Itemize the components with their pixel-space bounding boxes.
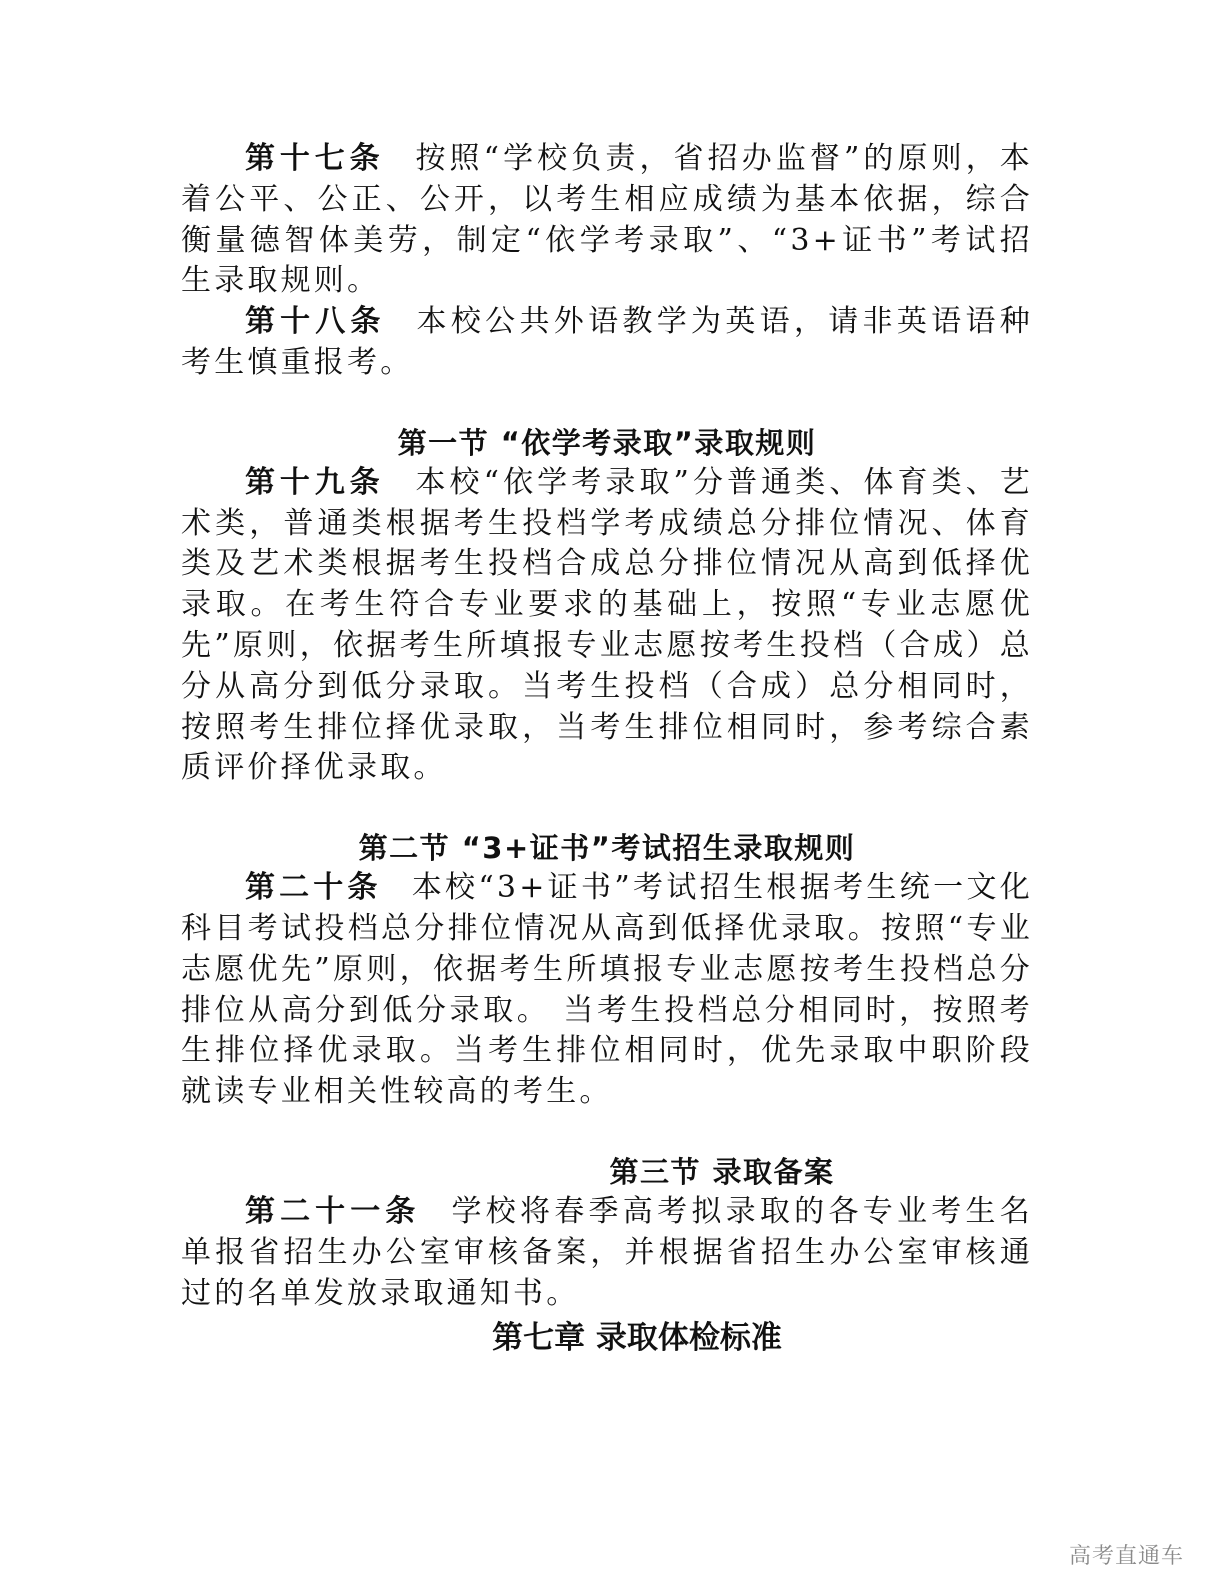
article-label: 第十七条 [245, 141, 385, 176]
article-label: 第十九条 [245, 464, 385, 500]
article-text: 本校“3+证书”考试招生根据考生统一文化科目考试投档总分排位情况从高到低择优录取。按照“专业志愿优先”原则，依据考生所填报专业志愿按考生投档总分排位从高分到低分录取。 当考生投档总分相同时，按照考生排位择优录取。当考生排位相同时，优先录取中职阶段就读专业相关性较高的考生。 [181, 870, 1033, 1110]
section-heading-2: 第二节 “3+证书”考试招生录取规则 [358, 831, 856, 866]
chapter-heading: 第七章 录取体检标准 [492, 1320, 782, 1356]
article-text: 本校“依学考录取”分普通类、体育类、艺术类，普通类根据考生投档学考成绩总分排位情况、体育类及艺术类根据考生投档合成总分排位情况从高到低择优录取。在考生符合专业要求的基础上，按照“专业志愿优先”原则，依据考生所填报专业志愿按考生投档（合成）总分从高分到低分录取。当考生投档（合成）总分相同时，按照考生排位择优录取，当考生排位相同时，参考综合素质评价择优录取。 [181, 464, 1033, 786]
article-18 [181, 302, 1033, 384]
article-label: 第二十一条 [245, 1193, 421, 1229]
article-21 [181, 1192, 1033, 1314]
article-text: 学校将春季高考拟录取的各专业考生名单报省招生办公室审核备案，并根据省招生办公室审核通过的名单发放录取通知书。 [181, 1193, 1034, 1311]
watermark: 高考直通车 [1068, 1544, 1184, 1569]
article-label: 第二十条 [245, 870, 382, 906]
article-label: 第十八条 [245, 304, 386, 340]
article-17 [181, 139, 1033, 302]
section-heading-1: 第一节 “依学考录取”录取规则 [397, 425, 817, 460]
article-text: 按照“学校负责，省招办监督”的原则，本着公平、公正、公开，以考生相应成绩为基本依据，综合衡量德智体美劳，制定“依学考录取”、“3+证书”考试招生录取规则。 [181, 141, 1033, 299]
article-text: 本校公共外语教学为英语，请非英语语种考生慎重报考。 [181, 304, 1033, 380]
article-20 [181, 868, 1033, 1113]
article-19 [181, 463, 1033, 789]
section-heading-3: 第三节 录取备案 [609, 1154, 835, 1189]
document-body [181, 139, 1033, 1314]
